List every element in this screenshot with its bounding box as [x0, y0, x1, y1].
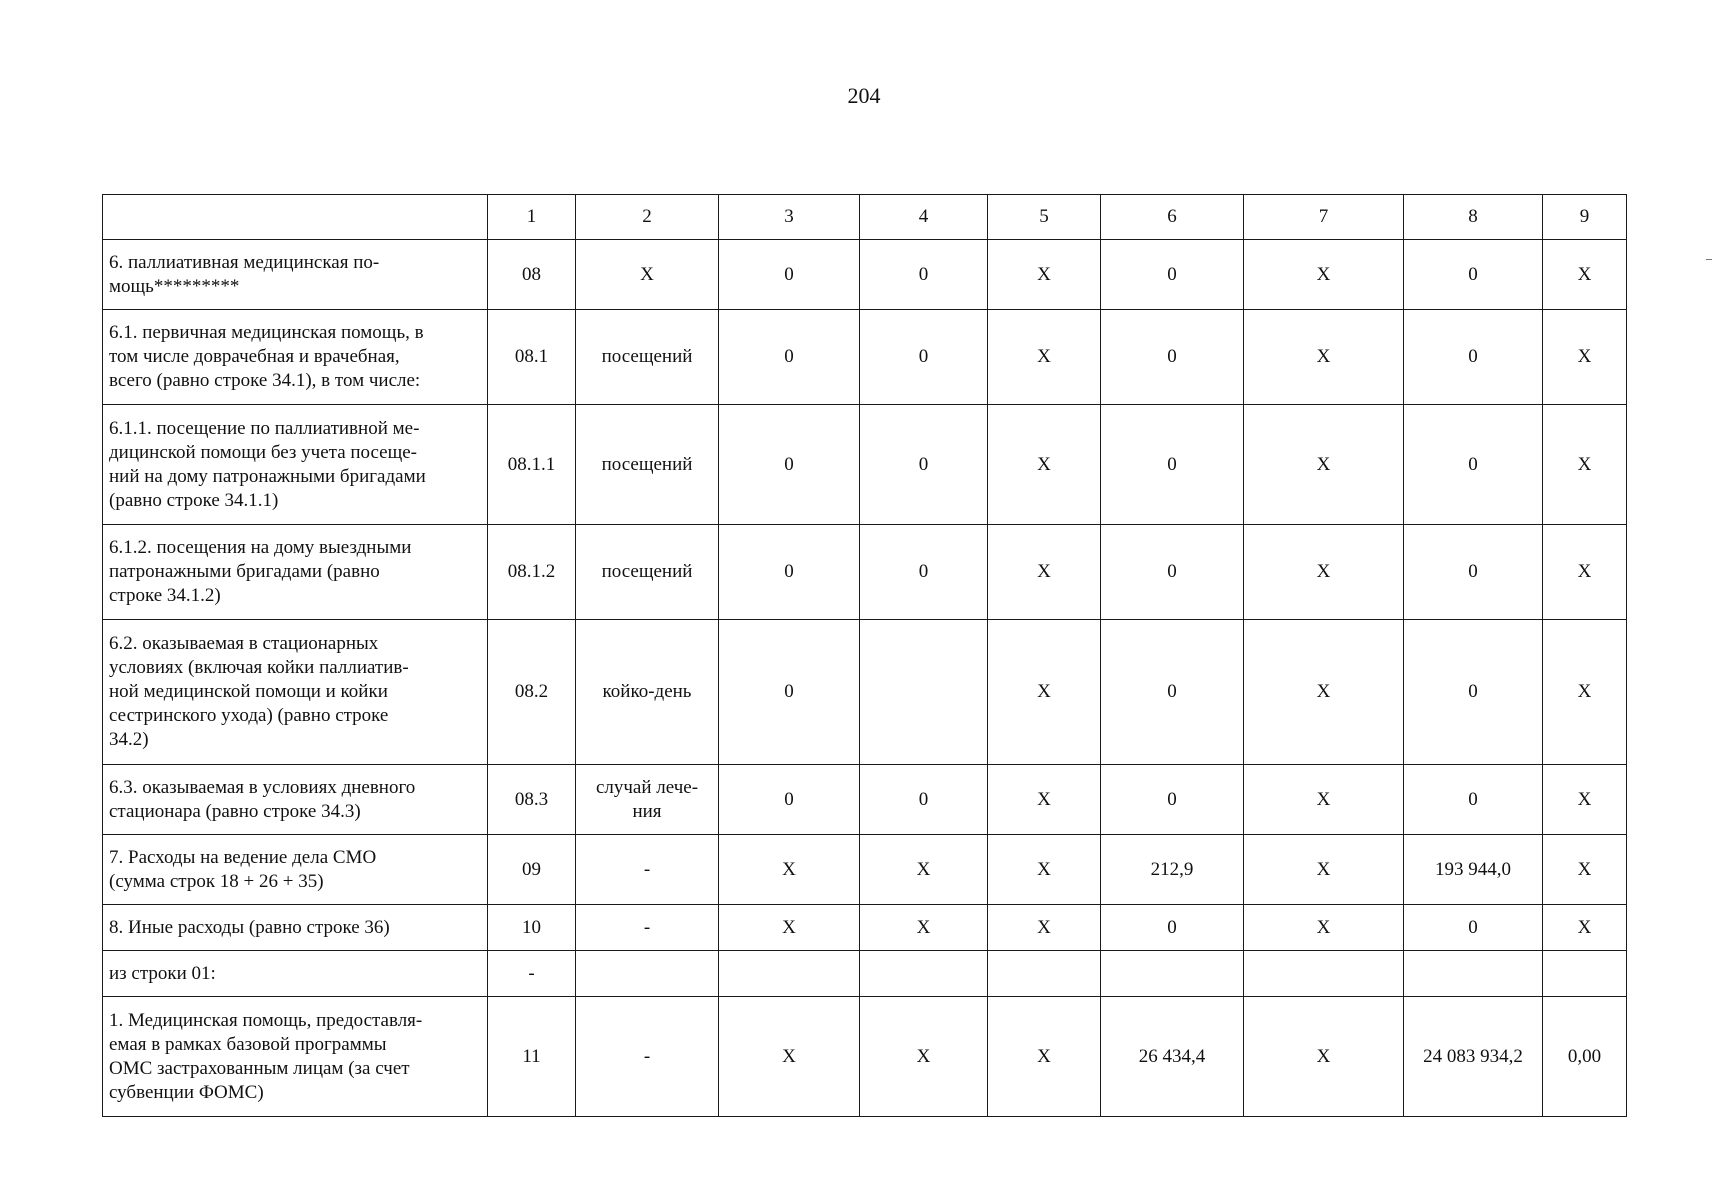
cell-col-7: X — [1244, 620, 1404, 765]
cell-col-5: X — [988, 240, 1101, 310]
cell-col-5: X — [988, 835, 1101, 905]
header-cell-col-3: 3 — [719, 195, 860, 240]
cell-col-8: 0 — [1404, 620, 1543, 765]
cell-col-8: 0 — [1404, 240, 1543, 310]
cell-col-6: 0 — [1101, 905, 1244, 951]
row-label: 6.1.2. посещения на дому выездными патронажными бригадами (равно строке 34.1.2) — [103, 525, 488, 620]
cell-col-9: X — [1543, 525, 1627, 620]
cell-col-1: 08.1.1 — [488, 405, 576, 525]
cell-col-8: 0 — [1404, 765, 1543, 835]
cell-col-7: X — [1244, 765, 1404, 835]
cell-col-1: 08.1.2 — [488, 525, 576, 620]
cell-col-9: X — [1543, 620, 1627, 765]
cell-col-7: X — [1244, 240, 1404, 310]
cell-col-9: X — [1543, 905, 1627, 951]
table-row — [103, 765, 1627, 835]
cell-col-6 — [1101, 951, 1244, 997]
cell-col-9: X — [1543, 405, 1627, 525]
cell-col-3 — [719, 951, 860, 997]
cell-col-5: X — [988, 997, 1101, 1117]
cell-col-1: 08 — [488, 240, 576, 310]
cell-col-4: 0 — [860, 405, 988, 525]
header-row — [103, 195, 1627, 240]
cell-col-5: X — [988, 620, 1101, 765]
cell-col-3: 0 — [719, 405, 860, 525]
table-row — [103, 310, 1627, 405]
row-label: из строки 01: — [103, 951, 488, 997]
cell-col-8: 0 — [1404, 310, 1543, 405]
header-cell-col-4: 4 — [860, 195, 988, 240]
cell-col-7: X — [1244, 835, 1404, 905]
table-row — [103, 240, 1627, 310]
cell-col-7 — [1244, 951, 1404, 997]
row-label: 6.1.1. посещение по паллиативной ме- дицинской помощи без учета посеще- ний на дому патронажными бригадами (равно строке 34.1.1) — [103, 405, 488, 525]
cell-col-9 — [1543, 951, 1627, 997]
cell-col-6: 0 — [1101, 405, 1244, 525]
table-row — [103, 951, 1627, 997]
row-label: 1. Медицинская помощь, предоставля- емая в рамках базовой программы ОМС застрахованным лицам (за счет субвенции ФОМС) — [103, 997, 488, 1117]
cell-col-5 — [988, 951, 1101, 997]
cell-col-3: X — [719, 997, 860, 1117]
cell-col-6: 0 — [1101, 240, 1244, 310]
cell-col-1: 08.2 — [488, 620, 576, 765]
cell-col-2: - — [576, 835, 719, 905]
cell-col-7: X — [1244, 525, 1404, 620]
table-row — [103, 835, 1627, 905]
cell-col-4 — [860, 951, 988, 997]
cell-col-7: X — [1244, 997, 1404, 1117]
cell-col-8: 0 — [1404, 905, 1543, 951]
cell-col-8: 0 — [1404, 525, 1543, 620]
row-label: 6.1. первичная медицинская помощь, в том числе доврачебная и врачебная, всего (равно строке 34.1), в том числе: — [103, 310, 488, 405]
header-cell-label — [103, 195, 488, 240]
cell-col-2: X — [576, 240, 719, 310]
cell-col-3: 0 — [719, 310, 860, 405]
cell-col-5: X — [988, 905, 1101, 951]
cell-col-1: 11 — [488, 997, 576, 1117]
cell-col-9: X — [1543, 765, 1627, 835]
cell-col-4: 0 — [860, 765, 988, 835]
cell-col-3: 0 — [719, 620, 860, 765]
cell-col-7: X — [1244, 905, 1404, 951]
cell-col-9: X — [1543, 310, 1627, 405]
cell-col-4: 0 — [860, 240, 988, 310]
margin-mark — [1706, 259, 1712, 260]
header-cell-col-2: 2 — [576, 195, 719, 240]
cell-col-6: 26 434,4 — [1101, 997, 1244, 1117]
data-table — [102, 194, 1627, 1117]
cell-col-9: 0,00 — [1543, 997, 1627, 1117]
cell-col-2: случай лече- ния — [576, 765, 719, 835]
cell-col-9: X — [1543, 835, 1627, 905]
header-cell-col-5: 5 — [988, 195, 1101, 240]
cell-col-2: - — [576, 905, 719, 951]
table-row — [103, 905, 1627, 951]
cell-col-1: 08.3 — [488, 765, 576, 835]
row-label: 7. Расходы на ведение дела СМО (сумма строк 18 + 26 + 35) — [103, 835, 488, 905]
header-cell-col-1: 1 — [488, 195, 576, 240]
cell-col-5: X — [988, 405, 1101, 525]
cell-col-2: - — [576, 997, 719, 1117]
cell-col-1: 08.1 — [488, 310, 576, 405]
cell-col-6: 0 — [1101, 310, 1244, 405]
cell-col-9: X — [1543, 240, 1627, 310]
cell-col-2: посещений — [576, 405, 719, 525]
cell-col-4: X — [860, 905, 988, 951]
row-label: 6.3. оказываемая в условиях дневного стационара (равно строке 34.3) — [103, 765, 488, 835]
cell-col-3: X — [719, 835, 860, 905]
table-row — [103, 405, 1627, 525]
row-label: 8. Иные расходы (равно строке 36) — [103, 905, 488, 951]
table-row — [103, 997, 1627, 1117]
cell-col-4 — [860, 620, 988, 765]
cell-col-1: - — [488, 951, 576, 997]
cell-col-8: 24 083 934,2 — [1404, 997, 1543, 1117]
cell-col-2: посещений — [576, 525, 719, 620]
cell-col-2: койко-день — [576, 620, 719, 765]
cell-col-4: 0 — [860, 525, 988, 620]
cell-col-8: 193 944,0 — [1404, 835, 1543, 905]
row-label: 6. паллиативная медицинская по- мощь********* — [103, 240, 488, 310]
cell-col-6: 212,9 — [1101, 835, 1244, 905]
cell-col-6: 0 — [1101, 525, 1244, 620]
cell-col-3: 0 — [719, 525, 860, 620]
cell-col-5: X — [988, 310, 1101, 405]
table-row — [103, 525, 1627, 620]
cell-col-6: 0 — [1101, 620, 1244, 765]
cell-col-1: 10 — [488, 905, 576, 951]
cell-col-4: 0 — [860, 310, 988, 405]
header-cell-col-8: 8 — [1404, 195, 1543, 240]
cell-col-6: 0 — [1101, 765, 1244, 835]
cell-col-7: X — [1244, 405, 1404, 525]
header-cell-col-9: 9 — [1543, 195, 1627, 240]
page-number: 204 — [847, 83, 881, 108]
cell-col-3: X — [719, 905, 860, 951]
row-label: 6.2. оказываемая в стационарных условиях (включая койки паллиатив- ной медицинской помощи и койки сестринского ухода) (равно строке 34.2) — [103, 620, 488, 765]
cell-col-5: X — [988, 765, 1101, 835]
header-cell-col-6: 6 — [1101, 195, 1244, 240]
cell-col-3: 0 — [719, 765, 860, 835]
cell-col-5: X — [988, 525, 1101, 620]
cell-col-4: X — [860, 835, 988, 905]
cell-col-8: 0 — [1404, 405, 1543, 525]
header-cell-col-7: 7 — [1244, 195, 1404, 240]
cell-col-2 — [576, 951, 719, 997]
cell-col-1: 09 — [488, 835, 576, 905]
cell-col-2: посещений — [576, 310, 719, 405]
cell-col-7: X — [1244, 310, 1404, 405]
cell-col-8 — [1404, 951, 1543, 997]
table-row — [103, 620, 1627, 765]
cell-col-4: X — [860, 997, 988, 1117]
cell-col-3: 0 — [719, 240, 860, 310]
